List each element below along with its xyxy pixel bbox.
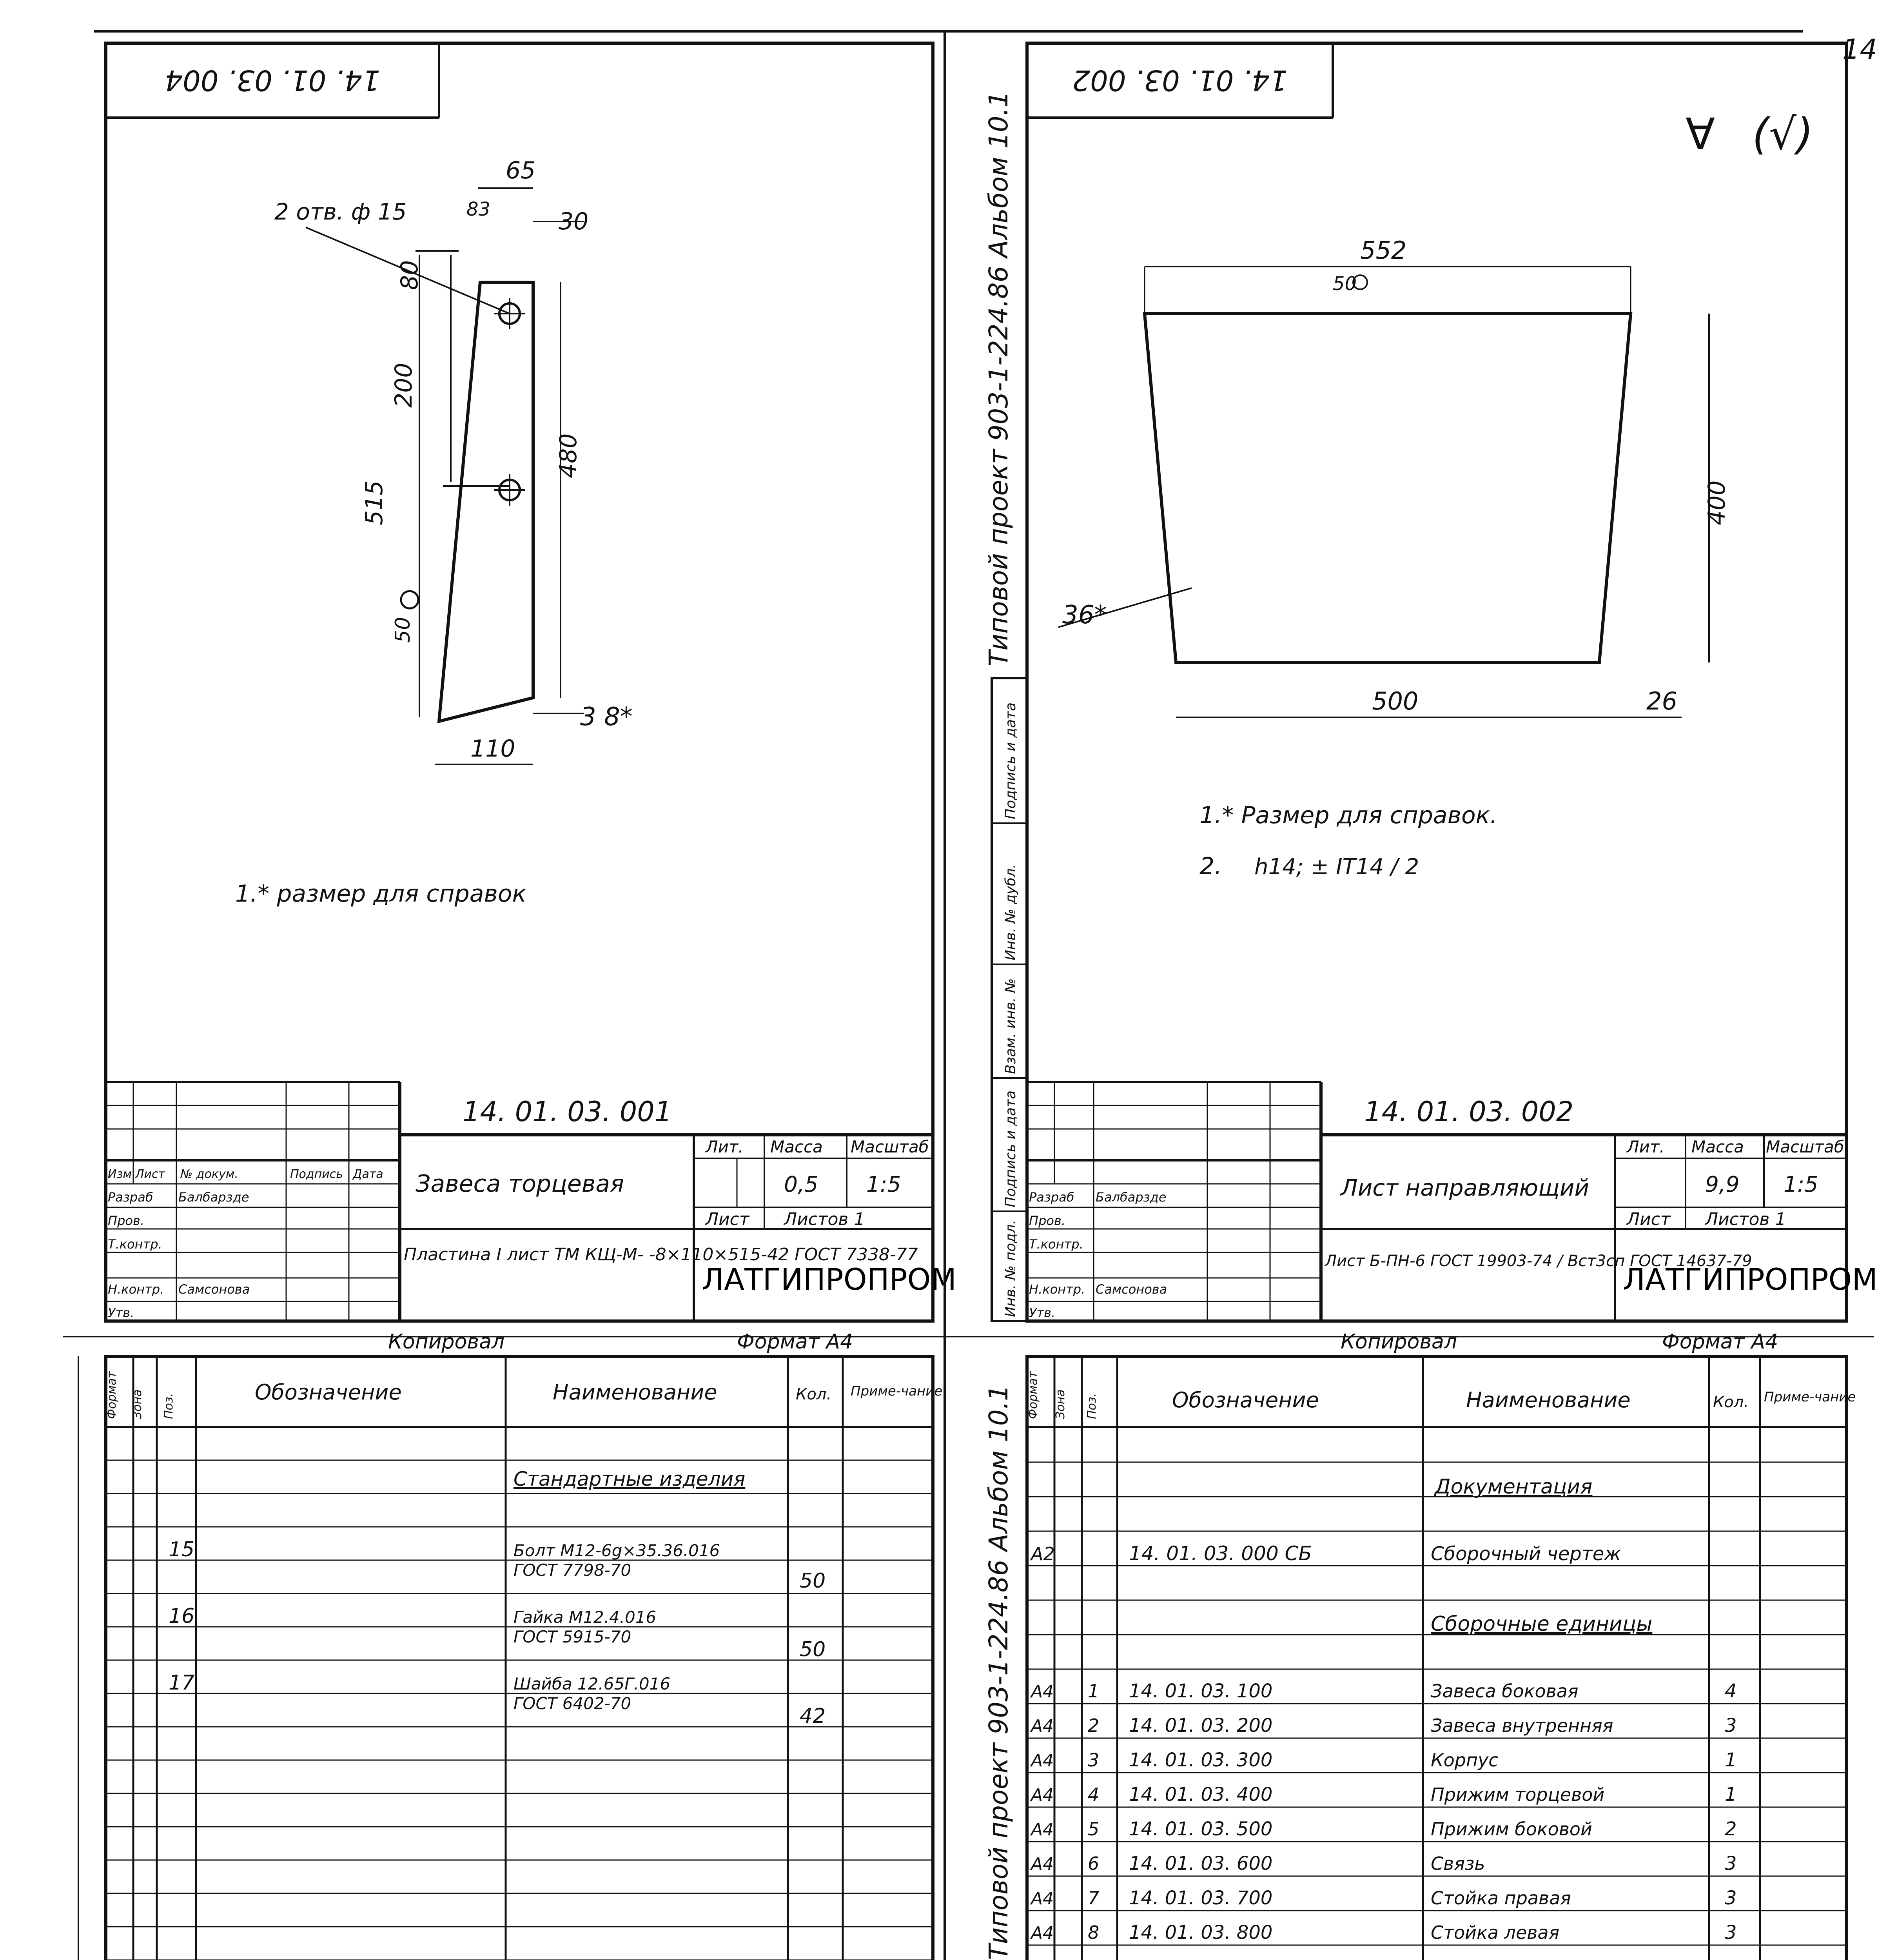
- top-left-format: Формат А4: [737, 1330, 853, 1354]
- br-sec-docs: Документация: [1435, 1475, 1593, 1499]
- tb001-sheets: Листов 1: [784, 1209, 865, 1229]
- bl-section: Стандартные изделия: [514, 1468, 746, 1490]
- bl-item-pos: 15: [169, 1538, 195, 1561]
- tb001-row-doc: № докум.: [180, 1167, 238, 1181]
- bl-item-name2: ГОСТ 5915-70: [514, 1627, 631, 1646]
- dim-50: 50: [391, 617, 415, 643]
- tb001-razrab: Разраб: [108, 1190, 153, 1205]
- dim-30: 30: [559, 208, 589, 235]
- dim-80: 80: [396, 260, 423, 290]
- bl-item-pos: 17: [169, 1671, 195, 1695]
- br-unit-f: А4: [1031, 1820, 1054, 1840]
- tb001-tkontr: Т.контр.: [108, 1237, 162, 1252]
- br-unit-f: А4: [1031, 1751, 1054, 1771]
- br-unit-des: 14. 01. 03. 500: [1129, 1818, 1273, 1840]
- br-unit-name: Связь: [1431, 1853, 1485, 1874]
- br-unit-f: А4: [1031, 1854, 1054, 1874]
- side-label-bottom-right: Типовой проект 903-1-224.86 Альбом 10.1: [983, 1385, 1014, 1960]
- tb001-mass: 0,5: [784, 1172, 818, 1197]
- tb001-name: Завеса торцевая: [416, 1170, 624, 1198]
- br-unit-name: Стойка левая: [1431, 1922, 1560, 1943]
- tb001-scale: 1:5: [866, 1172, 901, 1197]
- br-unit-pos: 6: [1088, 1853, 1100, 1874]
- tb001-material: Пластина I лист ТМ КЩ-М- -8×110×515-42 ГОСТ 7338-77: [404, 1245, 918, 1265]
- br-unit-name: Прижим боковой: [1431, 1818, 1592, 1840]
- br-hdr-designation: Обозначение: [1172, 1388, 1319, 1412]
- side-label-top-right: Типовой проект 903-1-224.86 Альбом 10.1: [983, 91, 1014, 666]
- br-unit-f: А4: [1031, 1785, 1054, 1805]
- tb002-razrab-name: Балбарзде: [1096, 1190, 1167, 1205]
- dim-200: 200: [390, 363, 417, 408]
- top-right-code: 14. 01. 03. 002: [1072, 64, 1288, 97]
- br-hdr-name: Наименование: [1466, 1388, 1631, 1412]
- br-doc-name: Сборочный чертеж: [1431, 1543, 1621, 1565]
- br-unit-qty: 2: [1725, 1818, 1737, 1840]
- br-unit-pos: 8: [1088, 1922, 1100, 1943]
- br-hdr-format: Формат: [1026, 1371, 1040, 1419]
- br-unit-qty: 1: [1725, 1749, 1737, 1771]
- br-doc-designation: 14. 01. 03. 000 СБ: [1129, 1542, 1312, 1565]
- top-right-copied: Копировал: [1341, 1330, 1457, 1354]
- bl-item-name1: Шайба 12.65Г.016: [514, 1674, 671, 1693]
- dim-552: 552: [1360, 236, 1407, 265]
- bl-item-qty: 42: [800, 1704, 826, 1728]
- br-unit-des: 14. 01. 03. 600: [1129, 1853, 1273, 1875]
- dim-400: 400: [1703, 480, 1731, 525]
- top-left-note: 1.* размер для справок: [235, 880, 526, 907]
- br-unit-qty: 3: [1725, 1922, 1737, 1944]
- side-cell-inv: Инв. № подл.: [1003, 1220, 1019, 1317]
- br-hdr-qty: Кол.: [1713, 1393, 1749, 1411]
- tb001-nkontr-name: Самсонова: [178, 1282, 250, 1297]
- bl-hdr-pos: Поз.: [162, 1393, 176, 1419]
- side-cell-dubl: Инв. № дубл.: [1003, 864, 1019, 960]
- br-unit-qty: 3: [1725, 1887, 1737, 1909]
- tb001-row-sign: Подпись: [290, 1167, 343, 1181]
- br-unit-pos: 1: [1088, 1681, 1100, 1702]
- top-right-note2-value: h14; ± IT14 / 2: [1254, 854, 1419, 880]
- tb001-razrab-name: Балбарзде: [178, 1190, 249, 1205]
- side-cell-sign2: Подпись и дата: [1003, 702, 1019, 819]
- br-unit-name: Стойка правая: [1431, 1887, 1571, 1909]
- br-unit-pos: 5: [1088, 1818, 1100, 1840]
- dim-36: 36*: [1062, 601, 1107, 630]
- bl-hdr-name: Наименование: [553, 1380, 717, 1405]
- tb002-nkontr-name: Самсонова: [1096, 1282, 1167, 1297]
- br-unit-pos: 7: [1088, 1887, 1100, 1909]
- br-unit-f: А4: [1031, 1889, 1054, 1909]
- tb002-name: Лист направляющий: [1341, 1174, 1590, 1201]
- br-unit-des: 14. 01. 03. 800: [1129, 1922, 1273, 1944]
- br-unit-des: 14. 01. 03. 700: [1129, 1887, 1273, 1909]
- br-unit-f: А4: [1031, 1716, 1054, 1736]
- br-unit-name: Завеса боковая: [1431, 1681, 1579, 1702]
- bl-item-name1: Болт М12-6g×35.36.016: [514, 1541, 720, 1560]
- page-number: 14: [1842, 33, 1878, 65]
- tb002-scale: 1:5: [1784, 1172, 1818, 1197]
- bl-hdr-note: Приме-чание: [851, 1383, 943, 1399]
- tb002-tkontr: Т.контр.: [1029, 1237, 1083, 1252]
- tb002-utv: Утв.: [1029, 1305, 1056, 1320]
- top-right-note2: 2.: [1199, 853, 1222, 880]
- tb002-code: 14. 01. 03. 002: [1364, 1096, 1574, 1128]
- br-hdr-zone: Зона: [1054, 1389, 1067, 1419]
- br-unit-f: А4: [1031, 1682, 1054, 1702]
- tb001-sheet: Лист: [706, 1209, 749, 1229]
- br-unit-pos: 4: [1088, 1784, 1100, 1805]
- tb001-row-date: Дата: [353, 1167, 383, 1181]
- dim-110: 110: [470, 735, 515, 762]
- br-hdr-pos: Поз.: [1085, 1393, 1099, 1419]
- top-right-format: Формат А4: [1662, 1330, 1778, 1354]
- br-sec-units: Сборочные единицы: [1431, 1612, 1653, 1636]
- br-unit-des: 14. 01. 03. 300: [1129, 1749, 1273, 1771]
- br-unit-name: Прижим торцевой: [1431, 1784, 1605, 1805]
- top-left-code: 14. 01. 03. 004: [165, 64, 380, 97]
- bl-hdr-format: Формат: [105, 1371, 119, 1419]
- br-unit-des: 14. 01. 03. 100: [1129, 1680, 1273, 1702]
- tb001-utv: Утв.: [108, 1305, 134, 1320]
- dim-83: 83: [466, 198, 491, 220]
- br-unit-name: Корпус: [1431, 1749, 1499, 1771]
- roughness-mark: (√): [1752, 109, 1813, 159]
- br-unit-name: Завеса внутренняя: [1431, 1715, 1613, 1736]
- dim-rough-50: 50: [1333, 273, 1357, 295]
- bl-item-name2: ГОСТ 7798-70: [514, 1561, 631, 1580]
- br-unit-qty: 1: [1725, 1784, 1737, 1806]
- dim-500: 500: [1372, 687, 1419, 715]
- tb002-razrab: Разраб: [1029, 1190, 1074, 1205]
- tb002-mass: 9,9: [1705, 1172, 1740, 1197]
- bl-item-qty: 50: [800, 1638, 826, 1661]
- bl-hdr-qty: Кол.: [796, 1385, 832, 1403]
- roughness-symbol: ∀: [1686, 109, 1715, 159]
- dim-26: 26: [1646, 687, 1677, 715]
- br-hdr-note: Приме-чание: [1764, 1389, 1856, 1405]
- side-cell-vzam: Взам. инв. №: [1003, 978, 1019, 1074]
- tb001-prov: Пров.: [108, 1213, 144, 1228]
- tb001-lit-hdr: Лит.: [706, 1137, 744, 1156]
- bl-hdr-zone: Зона: [131, 1389, 144, 1419]
- bl-hdr-designation: Обозначение: [255, 1380, 402, 1405]
- br-unit-pos: 2: [1088, 1715, 1100, 1736]
- tb002-sheets: Листов 1: [1705, 1209, 1786, 1229]
- side-cell-sign: Подпись и дата: [1003, 1090, 1019, 1207]
- br-unit-qty: 3: [1725, 1853, 1737, 1875]
- tb002-sheet: Лист: [1627, 1209, 1671, 1229]
- tb002-mass-hdr: Масса: [1691, 1137, 1744, 1156]
- tb001-scale-hdr: Масштаб: [851, 1137, 929, 1156]
- tb001-row-izm: Изм: [108, 1167, 132, 1181]
- tb002-material: Лист Б-ПН-6 ГОСТ 19903-74 / Вст3сп ГОСТ 14637-79: [1325, 1252, 1752, 1270]
- br-unit-pos: 3: [1088, 1749, 1100, 1771]
- bl-item-qty: 50: [800, 1569, 826, 1593]
- br-doc-format: А2: [1031, 1543, 1055, 1564]
- br-unit-qty: 4: [1725, 1680, 1737, 1702]
- tb001-row-list: Лист: [135, 1167, 165, 1181]
- dim-480: 480: [555, 433, 582, 478]
- tb001-code: 14. 01. 03. 001: [463, 1096, 672, 1128]
- dim-angle: 3 8*: [580, 702, 633, 731]
- br-unit-qty: 3: [1725, 1715, 1737, 1737]
- top-left-copied: Копировал: [388, 1330, 505, 1354]
- br-unit-des: 14. 01. 03. 200: [1129, 1715, 1273, 1737]
- bl-item-name2: ГОСТ 6402-70: [514, 1694, 631, 1713]
- tb002-prov: Пров.: [1029, 1213, 1065, 1228]
- dim-65: 65: [506, 157, 536, 184]
- tb001-nkontr: Н.контр.: [108, 1282, 164, 1297]
- tb001-org: ЛАТГИПРОПРОМ: [702, 1262, 956, 1297]
- tb002-nkontr: Н.контр.: [1029, 1282, 1085, 1297]
- tb002-org: ЛАТГИПРОПРОМ: [1623, 1262, 1878, 1297]
- br-unit-des: 14. 01. 03. 400: [1129, 1784, 1273, 1806]
- bl-item-name1: Гайка М12.4.016: [514, 1608, 657, 1627]
- tb002-lit-hdr: Лит.: [1627, 1137, 1665, 1156]
- hole-note: 2 отв. ф 15: [274, 198, 407, 225]
- top-right-note1: 1.* Размер для справок.: [1199, 802, 1497, 829]
- br-unit-f: А4: [1031, 1923, 1054, 1943]
- tb002-scale-hdr: Масштаб: [1766, 1137, 1844, 1156]
- bl-item-pos: 16: [169, 1604, 195, 1628]
- dim-515: 515: [361, 480, 388, 525]
- tb001-mass-hdr: Масса: [770, 1137, 823, 1156]
